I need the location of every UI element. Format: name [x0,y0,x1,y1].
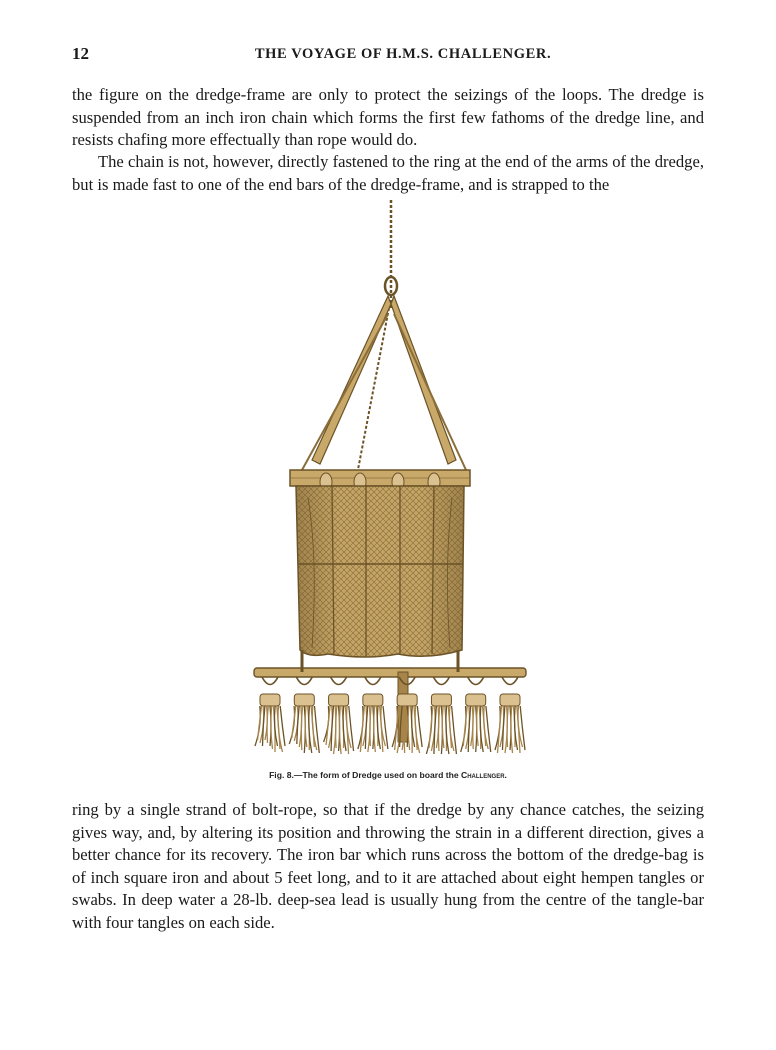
tangles [255,677,525,754]
caption-text: Fig. 8.—The form of Dredge used on board the [269,770,461,780]
caption-ship-name: Challenger [461,770,505,780]
tangle-swab [289,677,319,753]
page-number: 12 [72,44,89,63]
running-head: THE VOYAGE OF H.M.S. CHALLENGER. [254,46,552,62]
paragraph-2: The chain is not, however, directly fastened to the ring at the end of the arms of the dredge, but is made fast to one of the end bars of the dredge-frame, and is strapped to the [72,152,704,194]
tangle-swab [495,677,525,753]
tangle-swab [324,677,354,754]
dredge-arms [302,296,466,470]
page-header [72,44,704,68]
dredge-illustration [248,198,534,760]
suspension-chain [356,200,397,480]
tangle-swab [461,677,491,752]
tangle-swab [426,677,456,754]
paragraph-3: ring by a single strand of bolt-rope, so that if the dredge by any chance catches, the seizing gives way, and, by altering its position and throwing the strain in a different direction, gives a better chance for its recovery. The iron bar which runs across the bottom of the dredge-bag is of inch square iron and about 5 feet long, and to it are attached about eight hempen tangles or swabs. In deep water a 28-lb. deep-sea lead is usually hung from the centre of the tangle-bar with four tangles on each side. [72,800,704,932]
caption-period: . [504,770,507,780]
figure-caption [0,770,776,780]
dredge-drawing [248,198,534,760]
tangle-swab [255,677,285,752]
tangle-swab [358,677,388,752]
paragraph-1: the figure on the dredge-frame are only to protect the seizings of the loops. The dredge is suspended from an inch iron chain which forms the first few fathoms of the dredge line, and resists chafing more effectually than rope would do. [72,85,704,149]
dredge-bag [296,486,464,657]
